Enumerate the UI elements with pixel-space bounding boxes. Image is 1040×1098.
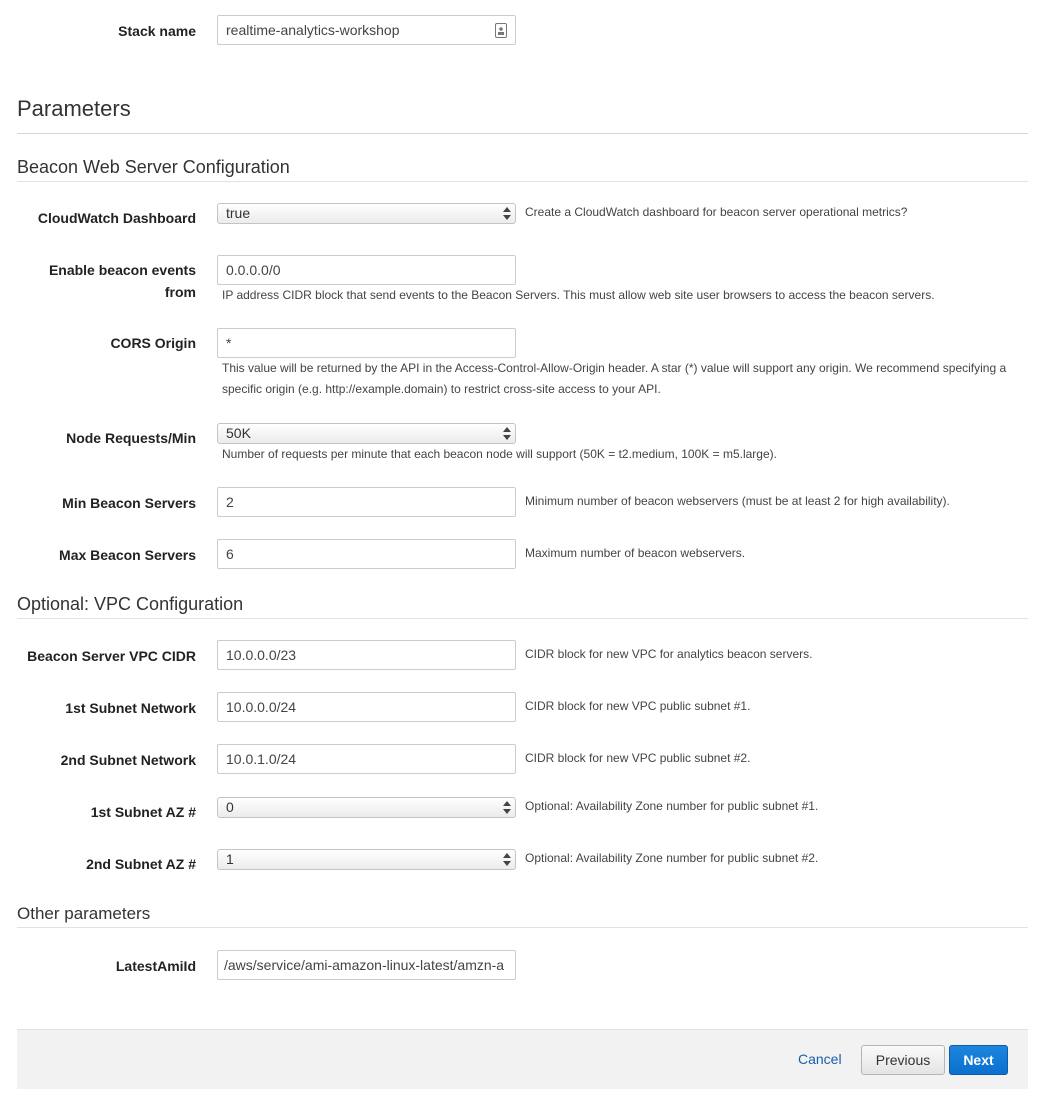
min-servers-help: Minimum number of beacon webservers (must be at least 2 for high availability). xyxy=(525,494,950,508)
cloudwatch-label: CloudWatch Dashboard xyxy=(37,210,196,226)
enable-from-label-line1: Enable beacon events xyxy=(48,262,196,278)
node-rpm-value: 50K xyxy=(226,425,251,441)
subnet2-label: 2nd Subnet Network xyxy=(60,752,196,768)
subnet1-help: CIDR block for new VPC public subnet #1. xyxy=(525,699,751,713)
section-vpc-divider xyxy=(17,618,1028,619)
cloudwatch-select[interactable] xyxy=(217,203,516,224)
min-servers-input[interactable]: 2 xyxy=(217,487,516,517)
cors-label: CORS Origin xyxy=(110,335,196,351)
node-rpm-help: Number of requests per minute that each beacon node will support (50K = t2.medium, 100K = m5.large). xyxy=(222,447,777,461)
enable-from-input[interactable]: 0.0.0.0/0 xyxy=(217,255,516,285)
subnet2-input[interactable]: 10.0.1.0/24 xyxy=(217,744,516,774)
cloudwatch-value: true xyxy=(226,205,251,221)
section-vpc-title: Optional: VPC Configuration xyxy=(17,594,244,614)
max-servers-help: Maximum number of beacon webservers. xyxy=(525,546,746,560)
enable-from-help: IP address CIDR block that send events to the Beacon Servers. This must allow web site user browsers to access the beacon servers. xyxy=(222,288,935,302)
stack-name-value: realtime-analytics-workshop xyxy=(226,22,400,38)
az1-help: Optional: Availability Zone number for public subnet #1. xyxy=(525,799,819,813)
cors-help-line1: This value will be returned by the API in the Access-Control-Allow-Origin header. A star (*) value will support any origin. We recommend specifying a xyxy=(222,361,1007,375)
subnet2-help: CIDR block for new VPC public subnet #2. xyxy=(525,751,751,765)
parameters-title: Parameters xyxy=(17,96,131,121)
ami-input[interactable]: /aws/service/ami-amazon-linux-latest/amzn-a xyxy=(217,950,516,980)
max-servers-input[interactable]: 6 xyxy=(217,539,516,569)
cancel-link[interactable]: Cancel xyxy=(798,1051,842,1067)
az2-value: 1 xyxy=(226,851,234,867)
select-arrows-icon xyxy=(503,426,511,441)
previous-button[interactable]: Previous xyxy=(861,1045,945,1075)
section-beacon-divider xyxy=(17,181,1028,182)
az1-value: 0 xyxy=(226,799,234,815)
subnet1-input[interactable]: 10.0.0.0/24 xyxy=(217,692,516,722)
max-servers-label: Max Beacon Servers xyxy=(59,547,196,563)
cors-help xyxy=(222,358,1006,400)
section-other-title: Other parameters xyxy=(17,904,151,923)
section-beacon-title: Beacon Web Server Configuration xyxy=(17,157,290,177)
node-rpm-label: Node Requests/Min xyxy=(66,430,196,446)
stack-name-label: Stack name xyxy=(118,23,196,39)
az1-select[interactable] xyxy=(217,797,516,818)
subnet1-label: 1st Subnet Network xyxy=(65,700,196,716)
parameters-divider xyxy=(17,133,1028,134)
select-arrows-icon xyxy=(503,800,511,815)
select-arrows-icon xyxy=(503,852,511,867)
enable-from-label-line2: from xyxy=(164,284,196,300)
az1-label: 1st Subnet AZ # xyxy=(90,804,196,820)
az2-select[interactable] xyxy=(217,849,516,870)
cors-input[interactable]: * xyxy=(217,328,516,358)
az2-help: Optional: Availability Zone number for public subnet #2. xyxy=(525,851,819,865)
vpc-cidr-help: CIDR block for new VPC for analytics beacon servers. xyxy=(525,647,813,661)
contact-card-icon xyxy=(495,23,507,38)
section-other-divider xyxy=(17,927,1028,928)
node-rpm-select[interactable] xyxy=(217,423,516,444)
vpc-cidr-input[interactable]: 10.0.0.0/23 xyxy=(217,640,516,670)
ami-label: LatestAmiId xyxy=(115,958,196,974)
min-servers-label: Min Beacon Servers xyxy=(62,495,196,511)
stack-name-input[interactable] xyxy=(217,15,516,45)
cloudwatch-help: Create a CloudWatch dashboard for beacon server operational metrics? xyxy=(525,205,908,219)
cors-help-line2: specific origin (e.g. http://example.domain) to restrict cross-site access to your API. xyxy=(222,382,661,396)
az2-label: 2nd Subnet AZ # xyxy=(86,856,196,872)
select-arrows-icon xyxy=(503,206,511,221)
vpc-cidr-label: Beacon Server VPC CIDR xyxy=(27,648,196,664)
enable-from-label xyxy=(6,259,196,303)
next-button[interactable]: Next xyxy=(949,1045,1008,1075)
